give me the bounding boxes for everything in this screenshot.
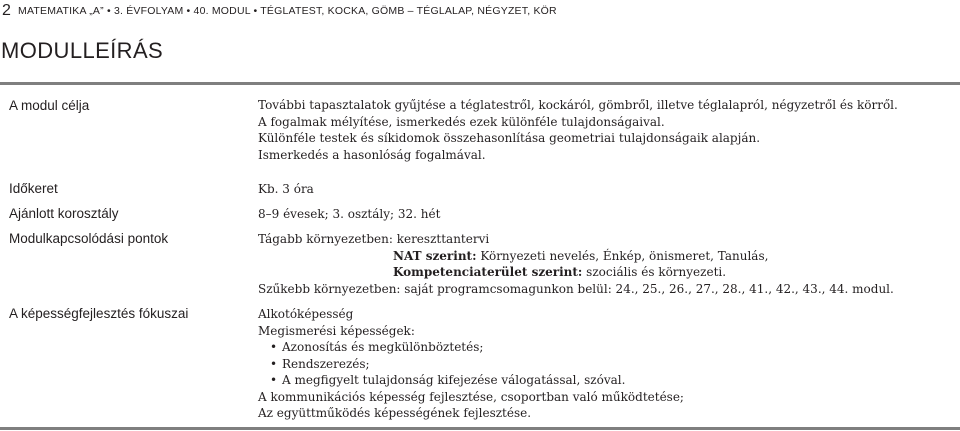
nat-line	[258, 248, 894, 265]
label-idokeret: Időkeret	[9, 181, 58, 196]
bullet-icon: •	[270, 340, 278, 354]
bullet-icon: •	[270, 356, 278, 371]
kepesseg-line: Alkotóképesség	[258, 307, 354, 321]
nat-text: Környezeti nevelés, Énkép, önismeret, Tanulás,	[476, 248, 769, 263]
label-kepessegfejlesztes: A képességfejlesztés fókuszai	[9, 306, 189, 321]
list-item-text: Azonosítás és megkülönböztetés;	[282, 340, 484, 354]
kapcsolodas-line: Szűkebb környezetben: saját programcsomagunkon belül: 24., 25., 26., 27., 28., 41., 42., 43., 44. modul.	[258, 281, 894, 296]
modulkapcsolodas-content	[258, 231, 894, 297]
page-title: MODULLEÍRÁS	[1, 38, 164, 63]
kompetencia-label: Kompetenciaterület szerint:	[393, 265, 583, 279]
label-korosztaly: Ajánlott korosztály	[9, 206, 119, 221]
bullet-icon: •	[270, 373, 278, 387]
kompetencia-text: szociális és környezeti.	[582, 265, 727, 279]
nat-label: NAT szerint:	[393, 248, 477, 263]
kapcsolodas-line: Tágabb környezetben: kereszttantervi	[258, 232, 490, 246]
page-header	[0, 0, 960, 22]
list-item-text: Rendszerezés;	[282, 356, 370, 371]
kompetencia-line	[258, 264, 894, 281]
cel-line: Ismerkedés a hasonlóság fogalmával.	[258, 147, 486, 162]
bottom-divider	[0, 427, 960, 430]
list-item	[258, 356, 684, 373]
kepesseg-bullet-list	[258, 339, 684, 389]
list-item	[258, 372, 684, 389]
top-divider	[0, 82, 960, 85]
idokeret-value: Kb. 3 óra	[258, 182, 314, 196]
cel-line: A fogalmak mélyítése, ismerkedés ezek különféle tulajdonságaival.	[258, 114, 665, 129]
cel-line: További tapasztalatok gyűjtése a téglatestről, kockáról, gömbről, illetve téglalapról, négyzetről és körről.	[258, 98, 898, 112]
kepesseg-line: A kommunikációs képesség fejlesztése, csoportban való működtetése;	[258, 389, 684, 404]
cel-line: Különféle testek és síkidomok összehasonlítása geometriai tulajdonságaik alapján.	[258, 131, 761, 145]
label-modul-celja: A modul célja	[9, 98, 90, 113]
page-number: 2	[2, 2, 11, 19]
running-header: MATEMATIKA „A” • 3. ÉVFOLYAM • 40. MODUL • TÉGLATEST, KOCKA, GÖMB – TÉGLALAP, NÉGYZET, KÖR	[18, 5, 557, 17]
kepessegfejlesztes-content	[258, 306, 684, 422]
list-item-text: A megfigyelt tulajdonság kifejezése válogatással, szóval.	[282, 373, 626, 387]
label-modulkapcsolodas: Modulkapcsolódási pontok	[9, 231, 169, 246]
korosztaly-value: 8–9 évesek; 3. osztály; 32. hét	[258, 207, 441, 221]
kepesseg-line: Megismerési képességek:	[258, 323, 415, 338]
modul-celja-content	[258, 97, 898, 163]
list-item	[258, 339, 684, 356]
kepesseg-line: Az együttműködés képességének fejlesztése.	[258, 406, 532, 420]
